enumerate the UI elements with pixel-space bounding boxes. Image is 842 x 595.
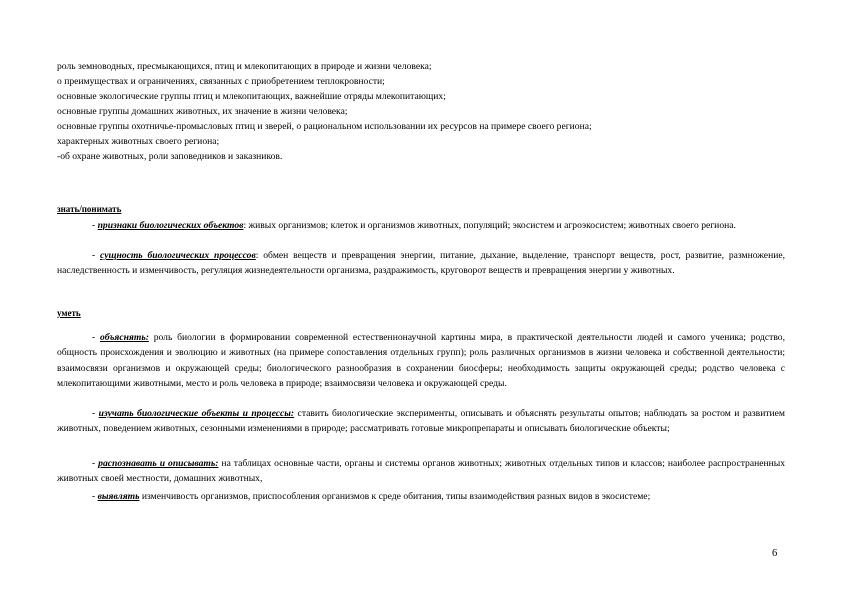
can-item [57,489,785,504]
item-lead: сущность биологических процессов [100,250,256,261]
item-lead: признаки биологических объектов [97,220,244,231]
can-item [57,406,785,437]
item-dash: - [92,250,101,261]
intro-line: основные группы домашних животных, их значение в жизни человека; [57,106,348,117]
item-text: роль биологии в формировании современной естественнонаучной картины мира, в практической деятельности людей и самого ученика; родство, общность происхождения и эволюцию и животных (на примере сопоставления отдельных групп); роль различных организмов в жизни человека и собственной деятельности; взаимосвязи организмов и окружающей среды; биологического разнообразия в сохранении биосферы; необходимость защиты окружающей среды; родство человека с млекопитающими животными, место и роль человека в природе; взаимосвязи человека и окружающей среды. [57,332,786,389]
item-dash: - [92,491,98,502]
item-dash: - [92,458,99,469]
item-dash: - [92,220,98,231]
intro-line: -об охране животных, роли заповедников и заказников. [57,151,283,162]
item-text: на таблицах основные части, органы и системы органов животных; животных отдельных типов и классов; наиболее распространенных животных своей местности, домашних животных, [57,458,785,485]
page-number: 6 [772,548,778,559]
item-lead: изучать биологические объекты и процессы: [98,408,295,419]
intro-line: роль земноводных, пресмыкающихся, птиц и млекопитающих в природе и жизни человека; [57,61,432,72]
item-text: ставить биологические эксперименты, описывать и объяснять результаты опытов; наблюдать за ростом и развитием животных, поведением животных, сезонными изменениями в природе; рассматривать готовые микропрепараты и описывать биологические объекты; [57,408,785,435]
section-heading-know: знать/понимать [57,204,122,214]
item-text: : обмен веществ и превращения энергии, питание, дыхание, выделение, транспорт веществ, рост, развитие, размножение, наследственность и изменчивость, регуляция жизнедеятельности организма, раздражимость, круговорот веществ и превращения энергии у животных. [57,250,785,277]
intro-line: основные экологические группы птиц и млекопитающих, важнейшие отряды млекопитающих; [57,91,446,102]
item-lead: объяснять: [99,332,149,343]
know-item [57,218,785,233]
can-item [57,330,785,391]
intro-line: характерных животных своего региона; [57,136,220,147]
item-text: изменчивость организмов, приспособления организмов к среде обитания, типы взаимодействия разных видов в экосистеме; [139,491,651,502]
intro-line: о преимуществах и ограничениях, связанных с приобретением теплокровности; [57,76,385,87]
item-lead: распознавать и описывать: [98,458,219,469]
item-dash: - [92,332,100,343]
intro-line: основные группы охотничье-промысловых птиц и зверей, о рациональном использовании их ресурсов на примере своего региона; [57,121,592,132]
item-dash: - [92,408,99,419]
can-item [57,456,785,487]
section-heading-can: уметь [57,308,81,318]
know-item [57,248,785,279]
item-lead: выявлять [97,491,140,502]
item-text: : живых организмов; клеток и организмов животных, популяций; экосистем и агроэкосистем; животных своего региона. [243,220,736,231]
